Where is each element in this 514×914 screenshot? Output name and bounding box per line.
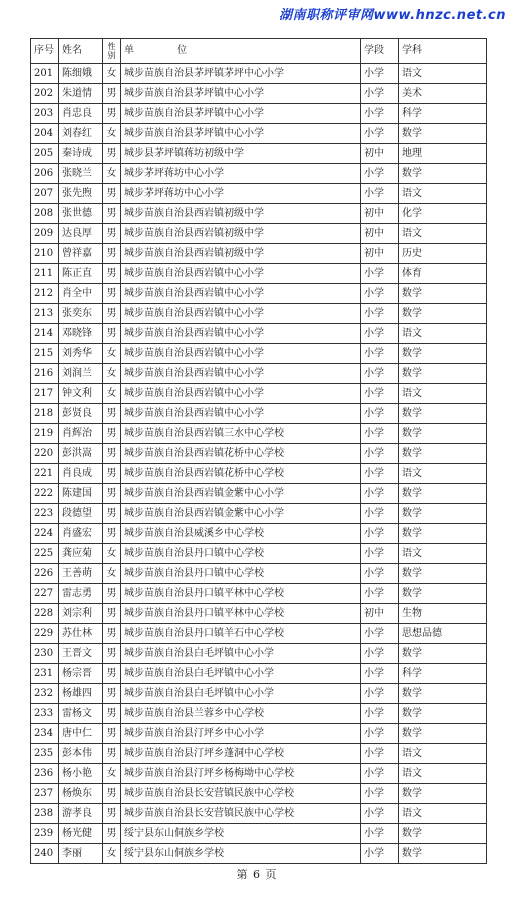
cell-subject: 数学 [399, 364, 487, 384]
table-row [31, 744, 487, 764]
table-row [31, 84, 487, 104]
table-row [31, 164, 487, 184]
cell-subject: 数学 [399, 504, 487, 524]
cell-unit: 城步茅坪蒋坊中心小学 [121, 184, 361, 204]
cell-unit: 城步苗族自治县丹口镇平林中心学校 [121, 584, 361, 604]
cell-subject: 语文 [399, 464, 487, 484]
cell-gender: 男 [103, 704, 121, 724]
cell-no: 240 [31, 844, 59, 864]
cell-unit: 城步苗族自治县白毛坪镇中心小学 [121, 664, 361, 684]
cell-no: 208 [31, 204, 59, 224]
cell-subject: 语文 [399, 224, 487, 244]
cell-unit: 城步苗族自治县汀坪乡杨梅坳中心学校 [121, 764, 361, 784]
table-row [31, 144, 487, 164]
table-row [31, 344, 487, 364]
cell-gender: 男 [103, 824, 121, 844]
cell-subject: 历史 [399, 244, 487, 264]
cell-no: 230 [31, 644, 59, 664]
cell-gender: 男 [103, 664, 121, 684]
cell-level: 小学 [361, 64, 399, 84]
cell-unit: 城步苗族自治县西岩镇中心小学 [121, 404, 361, 424]
cell-no: 217 [31, 384, 59, 404]
cell-name: 杨雄四 [59, 684, 103, 704]
cell-name: 杨焕东 [59, 784, 103, 804]
cell-level: 小学 [361, 524, 399, 544]
table-row [31, 804, 487, 824]
cell-subject: 数学 [399, 684, 487, 704]
cell-no: 205 [31, 144, 59, 164]
cell-gender: 男 [103, 524, 121, 544]
cell-level: 初中 [361, 244, 399, 264]
cell-no: 232 [31, 684, 59, 704]
cell-gender: 女 [103, 344, 121, 364]
cell-no: 225 [31, 544, 59, 564]
cell-name: 段德望 [59, 504, 103, 524]
cell-name: 肖全中 [59, 284, 103, 304]
cell-gender: 男 [103, 184, 121, 204]
cell-level: 小学 [361, 304, 399, 324]
header-subject: 学科 [399, 39, 487, 64]
cell-name: 陈正直 [59, 264, 103, 284]
cell-level: 小学 [361, 824, 399, 844]
page-number: 第 6 页 [236, 868, 278, 881]
cell-no: 204 [31, 124, 59, 144]
cell-gender: 男 [103, 464, 121, 484]
cell-gender: 女 [103, 764, 121, 784]
cell-subject: 数学 [399, 824, 487, 844]
cell-unit: 城步苗族自治县西岩镇中心小学 [121, 324, 361, 344]
cell-level: 小学 [361, 804, 399, 824]
cell-subject: 数学 [399, 304, 487, 324]
cell-subject: 地理 [399, 144, 487, 164]
cell-unit: 城步苗族自治县兰蓉乡中心学校 [121, 704, 361, 724]
cell-no: 236 [31, 764, 59, 784]
table-row [31, 604, 487, 624]
cell-level: 小学 [361, 724, 399, 744]
cell-subject: 语文 [399, 64, 487, 84]
cell-no: 216 [31, 364, 59, 384]
cell-level: 小学 [361, 704, 399, 724]
cell-level: 小学 [361, 484, 399, 504]
cell-name: 刘秀华 [59, 344, 103, 364]
table-row [31, 724, 487, 744]
roster-header [31, 39, 487, 64]
cell-subject: 数学 [399, 724, 487, 744]
cell-gender: 男 [103, 804, 121, 824]
cell-name: 张晓兰 [59, 164, 103, 184]
cell-name: 肖良成 [59, 464, 103, 484]
cell-no: 203 [31, 104, 59, 124]
cell-subject: 体育 [399, 264, 487, 284]
table-row [31, 224, 487, 244]
cell-subject: 数学 [399, 644, 487, 664]
cell-name: 陈建国 [59, 484, 103, 504]
cell-level: 小学 [361, 384, 399, 404]
cell-level: 初中 [361, 224, 399, 244]
cell-unit: 城步苗族自治县威溪乡中心学校 [121, 524, 361, 544]
cell-subject: 化学 [399, 204, 487, 224]
cell-subject: 数学 [399, 404, 487, 424]
cell-no: 235 [31, 744, 59, 764]
cell-no: 223 [31, 504, 59, 524]
cell-no: 229 [31, 624, 59, 644]
cell-gender: 男 [103, 604, 121, 624]
cell-level: 小学 [361, 464, 399, 484]
cell-name: 龚应菊 [59, 544, 103, 564]
cell-level: 初中 [361, 604, 399, 624]
header-name: 姓名 [59, 39, 103, 64]
cell-gender: 女 [103, 384, 121, 404]
cell-unit: 绥宁县东山侗族乡学校 [121, 844, 361, 864]
cell-gender: 男 [103, 104, 121, 124]
cell-level: 小学 [361, 104, 399, 124]
cell-no: 210 [31, 244, 59, 264]
cell-gender: 男 [103, 84, 121, 104]
cell-name: 肖盛宏 [59, 524, 103, 544]
cell-unit: 城步苗族自治县汀坪乡蓬洞中心学校 [121, 744, 361, 764]
cell-name: 彭贤良 [59, 404, 103, 424]
cell-name: 肖辉治 [59, 424, 103, 444]
cell-no: 222 [31, 484, 59, 504]
table-row [31, 684, 487, 704]
cell-name: 刘宗利 [59, 604, 103, 624]
cell-no: 202 [31, 84, 59, 104]
cell-level: 小学 [361, 564, 399, 584]
cell-name: 李丽 [59, 844, 103, 864]
header-row [31, 39, 487, 64]
cell-name: 杨光健 [59, 824, 103, 844]
cell-no: 238 [31, 804, 59, 824]
cell-no: 207 [31, 184, 59, 204]
cell-unit: 城步苗族自治县西岩镇初级中学 [121, 204, 361, 224]
cell-gender: 男 [103, 724, 121, 744]
table-row [31, 184, 487, 204]
cell-subject: 语文 [399, 804, 487, 824]
cell-gender: 男 [103, 204, 121, 224]
cell-unit: 城步苗族自治县长安营镇民族中心学校 [121, 784, 361, 804]
table-row [31, 484, 487, 504]
table-row [31, 764, 487, 784]
cell-gender: 男 [103, 304, 121, 324]
cell-unit: 城步苗族自治县西岩镇花桥中心学校 [121, 444, 361, 464]
cell-gender: 女 [103, 564, 121, 584]
cell-name: 彭本伟 [59, 744, 103, 764]
roster-body [31, 64, 487, 864]
header-gender: 性别 [103, 39, 121, 64]
cell-subject: 数学 [399, 844, 487, 864]
cell-unit: 城步县茅坪镇蒋坊初级中学 [121, 144, 361, 164]
cell-no: 220 [31, 444, 59, 464]
cell-unit: 城步苗族自治县茅坪镇中心小学 [121, 124, 361, 144]
cell-subject: 数学 [399, 344, 487, 364]
cell-subject: 数学 [399, 444, 487, 464]
cell-unit: 城步苗族自治县白毛坪镇中心小学 [121, 644, 361, 664]
cell-name: 张先煦 [59, 184, 103, 204]
cell-gender: 男 [103, 684, 121, 704]
cell-unit: 城步苗族自治县西岩镇中心小学 [121, 384, 361, 404]
cell-no: 228 [31, 604, 59, 624]
cell-level: 小学 [361, 264, 399, 284]
cell-name: 秦诗成 [59, 144, 103, 164]
cell-unit: 城步苗族自治县西岩镇中心小学 [121, 284, 361, 304]
cell-subject: 语文 [399, 744, 487, 764]
table-row [31, 424, 487, 444]
cell-level: 小学 [361, 844, 399, 864]
cell-unit: 城步苗族自治县西岩镇金紫中心小学 [121, 504, 361, 524]
table-row [31, 584, 487, 604]
cell-gender: 女 [103, 544, 121, 564]
cell-name: 张奕东 [59, 304, 103, 324]
cell-gender: 男 [103, 264, 121, 284]
cell-name: 刘润兰 [59, 364, 103, 384]
cell-unit: 城步苗族自治县丹口镇中心学校 [121, 564, 361, 584]
table-row [31, 464, 487, 484]
site-watermark: 湖南职称评审网www.hnzc.net.cn [278, 8, 506, 23]
cell-subject: 语文 [399, 544, 487, 564]
cell-level: 小学 [361, 664, 399, 684]
cell-subject: 数学 [399, 584, 487, 604]
cell-no: 221 [31, 464, 59, 484]
cell-unit: 城步苗族自治县丹口镇羊石中心学校 [121, 624, 361, 644]
cell-no: 233 [31, 704, 59, 724]
header-level: 学段 [361, 39, 399, 64]
cell-gender: 女 [103, 364, 121, 384]
cell-level: 小学 [361, 584, 399, 604]
cell-level: 小学 [361, 364, 399, 384]
table-row [31, 304, 487, 324]
cell-gender: 男 [103, 504, 121, 524]
cell-no: 239 [31, 824, 59, 844]
table-row [31, 264, 487, 284]
cell-level: 小学 [361, 684, 399, 704]
cell-level: 小学 [361, 424, 399, 444]
cell-no: 206 [31, 164, 59, 184]
cell-subject: 数学 [399, 284, 487, 304]
cell-level: 初中 [361, 144, 399, 164]
table-row [31, 544, 487, 564]
table-row [31, 104, 487, 124]
table-row [31, 644, 487, 664]
table-row [31, 324, 487, 344]
cell-gender: 女 [103, 124, 121, 144]
cell-gender: 男 [103, 744, 121, 764]
table-row [31, 844, 487, 864]
table-row [31, 624, 487, 644]
cell-name: 刘春红 [59, 124, 103, 144]
cell-unit: 城步苗族自治县西岩镇金紫中心小学 [121, 484, 361, 504]
cell-name: 王晋文 [59, 644, 103, 664]
table-row [31, 404, 487, 424]
cell-unit: 城步苗族自治县西岩镇初级中学 [121, 224, 361, 244]
cell-no: 224 [31, 524, 59, 544]
cell-subject: 语文 [399, 764, 487, 784]
table-row [31, 64, 487, 84]
cell-unit: 城步苗族自治县西岩镇三水中心学校 [121, 424, 361, 444]
cell-level: 小学 [361, 644, 399, 664]
cell-unit: 城步苗族自治县西岩镇初级中学 [121, 244, 361, 264]
table-row [31, 524, 487, 544]
cell-name: 王善萌 [59, 564, 103, 584]
cell-gender: 女 [103, 64, 121, 84]
cell-gender: 男 [103, 284, 121, 304]
cell-level: 小学 [361, 784, 399, 804]
cell-gender: 男 [103, 324, 121, 344]
cell-gender: 男 [103, 224, 121, 244]
table-row [31, 784, 487, 804]
cell-gender: 男 [103, 244, 121, 264]
cell-subject: 数学 [399, 124, 487, 144]
cell-level: 小学 [361, 444, 399, 464]
cell-gender: 男 [103, 424, 121, 444]
cell-subject: 数学 [399, 484, 487, 504]
cell-subject: 数学 [399, 704, 487, 724]
cell-subject: 数学 [399, 784, 487, 804]
cell-unit: 城步苗族自治县西岩镇中心小学 [121, 304, 361, 324]
cell-subject: 数学 [399, 564, 487, 584]
cell-subject: 语文 [399, 384, 487, 404]
cell-name: 朱道情 [59, 84, 103, 104]
cell-name: 曾祥嘉 [59, 244, 103, 264]
cell-subject: 生物 [399, 604, 487, 624]
cell-no: 219 [31, 424, 59, 444]
cell-no: 231 [31, 664, 59, 684]
cell-name: 陈细娥 [59, 64, 103, 84]
cell-level: 小学 [361, 504, 399, 524]
table-row [31, 364, 487, 384]
cell-level: 小学 [361, 624, 399, 644]
cell-gender: 男 [103, 784, 121, 804]
cell-unit: 城步苗族自治县茅坪镇中心小学 [121, 104, 361, 124]
cell-name: 彭洪嵩 [59, 444, 103, 464]
header-no: 序号 [31, 39, 59, 64]
cell-subject: 科学 [399, 664, 487, 684]
cell-level: 初中 [361, 204, 399, 224]
cell-gender: 女 [103, 164, 121, 184]
cell-subject: 思想品德 [399, 624, 487, 644]
cell-name: 钟文利 [59, 384, 103, 404]
cell-name: 达良厚 [59, 224, 103, 244]
table-row [31, 444, 487, 464]
cell-no: 211 [31, 264, 59, 284]
cell-unit: 城步苗族自治县西岩镇中心小学 [121, 364, 361, 384]
cell-name: 雷志勇 [59, 584, 103, 604]
cell-unit: 城步苗族自治县西岩镇花桥中心学校 [121, 464, 361, 484]
table-row [31, 824, 487, 844]
cell-level: 小学 [361, 544, 399, 564]
cell-gender: 男 [103, 584, 121, 604]
cell-no: 237 [31, 784, 59, 804]
cell-level: 小学 [361, 84, 399, 104]
cell-gender: 男 [103, 144, 121, 164]
cell-gender: 男 [103, 644, 121, 664]
cell-subject: 数学 [399, 164, 487, 184]
cell-name: 雷杨文 [59, 704, 103, 724]
cell-level: 小学 [361, 764, 399, 784]
cell-unit: 城步苗族自治县西岩镇中心小学 [121, 344, 361, 364]
cell-unit: 城步苗族自治县丹口镇中心学校 [121, 544, 361, 564]
cell-name: 肖忠良 [59, 104, 103, 124]
cell-name: 杨小艳 [59, 764, 103, 784]
table-row [31, 504, 487, 524]
cell-subject: 数学 [399, 424, 487, 444]
cell-gender: 男 [103, 444, 121, 464]
cell-no: 212 [31, 284, 59, 304]
cell-subject: 语文 [399, 324, 487, 344]
roster-table [30, 38, 487, 864]
cell-name: 游孝良 [59, 804, 103, 824]
cell-name: 唐中仁 [59, 724, 103, 744]
cell-unit: 绥宁县东山侗族乡学校 [121, 824, 361, 844]
cell-unit: 城步苗族自治县白毛坪镇中心小学 [121, 684, 361, 704]
cell-no: 213 [31, 304, 59, 324]
cell-subject: 美术 [399, 84, 487, 104]
cell-name: 邓晓锋 [59, 324, 103, 344]
cell-level: 小学 [361, 344, 399, 364]
cell-level: 小学 [361, 284, 399, 304]
table-row [31, 704, 487, 724]
cell-unit: 城步苗族自治县汀坪乡中心小学 [121, 724, 361, 744]
table-row [31, 284, 487, 304]
cell-gender: 女 [103, 844, 121, 864]
cell-level: 小学 [361, 124, 399, 144]
cell-no: 227 [31, 584, 59, 604]
cell-no: 214 [31, 324, 59, 344]
cell-gender: 男 [103, 624, 121, 644]
cell-subject: 数学 [399, 524, 487, 544]
cell-no: 201 [31, 64, 59, 84]
table-row [31, 124, 487, 144]
cell-unit: 城步苗族自治县丹口镇平林中心学校 [121, 604, 361, 624]
table-row [31, 204, 487, 224]
cell-no: 218 [31, 404, 59, 424]
cell-unit: 城步苗族自治县西岩镇中心小学 [121, 264, 361, 284]
cell-name: 杨宗晋 [59, 664, 103, 684]
table-row [31, 664, 487, 684]
cell-level: 小学 [361, 164, 399, 184]
table-row [31, 244, 487, 264]
cell-level: 小学 [361, 744, 399, 764]
cell-gender: 男 [103, 484, 121, 504]
cell-no: 215 [31, 344, 59, 364]
cell-subject: 科学 [399, 104, 487, 124]
cell-no: 226 [31, 564, 59, 584]
cell-unit: 城步苗族自治县茅坪镇茅坪中心小学 [121, 64, 361, 84]
cell-level: 小学 [361, 324, 399, 344]
header-unit: 单 位 [121, 39, 361, 64]
cell-unit: 城步茅坪蒋坊中心小学 [121, 164, 361, 184]
cell-subject: 语文 [399, 184, 487, 204]
cell-level: 小学 [361, 184, 399, 204]
cell-name: 张世德 [59, 204, 103, 224]
cell-unit: 城步苗族自治县长安营镇民族中心学校 [121, 804, 361, 824]
cell-gender: 男 [103, 404, 121, 424]
cell-no: 234 [31, 724, 59, 744]
table-row [31, 384, 487, 404]
cell-no: 209 [31, 224, 59, 244]
cell-level: 小学 [361, 404, 399, 424]
cell-unit: 城步苗族自治县茅坪镇中心小学 [121, 84, 361, 104]
cell-name: 苏仕林 [59, 624, 103, 644]
table-row [31, 564, 487, 584]
